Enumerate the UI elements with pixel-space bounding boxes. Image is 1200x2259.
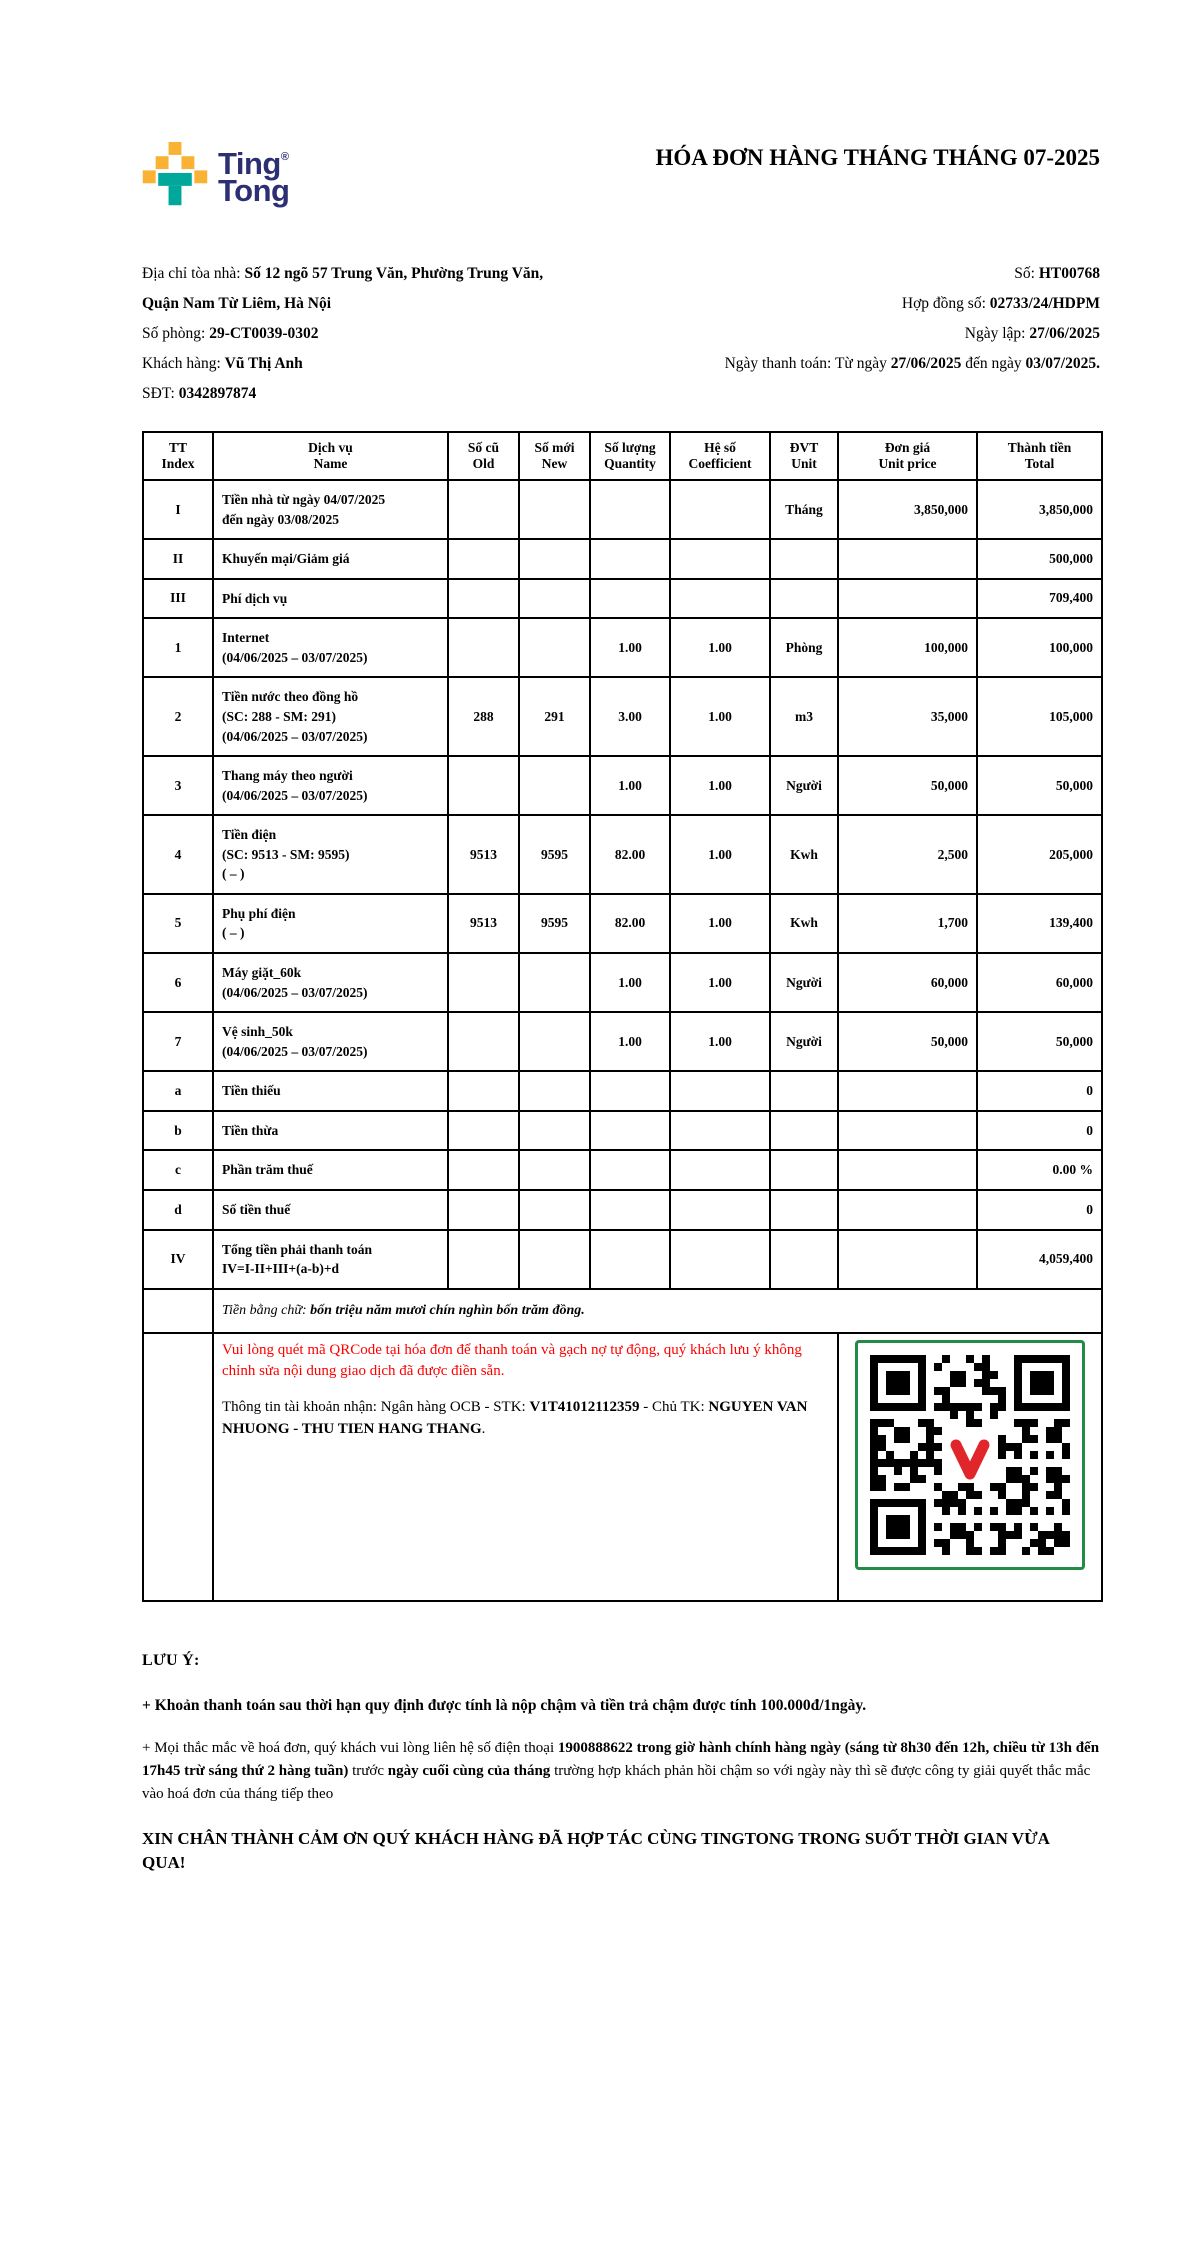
cell-total: 500,000: [977, 539, 1102, 579]
cell-index: 7: [143, 1012, 213, 1071]
cell-unit: Người: [770, 1012, 838, 1071]
cell-new-reading: [519, 1230, 590, 1289]
cell-total: 105,000: [977, 677, 1102, 756]
issue-date: Ngày lập: 27/06/2025: [964, 325, 1100, 342]
header-unit: ĐVT Unit: [770, 432, 838, 480]
payment-date-range: Ngày thanh toán: Từ ngày 27/06/2025 đến ngày 03/07/2025.: [724, 355, 1100, 372]
cell-unit-price: 60,000: [838, 953, 977, 1012]
cell-total: 100,000: [977, 618, 1102, 677]
cell-new-reading: [519, 539, 590, 579]
cell-service-name: Tổng tiền phải thanh toán IV=I-II+III+(a-b)+d: [213, 1230, 448, 1289]
cell-quantity: [590, 1190, 670, 1230]
cell-quantity: 82.00: [590, 894, 670, 953]
tingtong-pixel-tree-icon: [142, 142, 208, 227]
amount-in-words-row: [143, 1289, 1102, 1333]
brand-logo: [142, 142, 289, 227]
qr-scan-warning: Vui lòng quét mã QRCode tại hóa đơn để thanh toán và gạch nợ tự động, quý khách lưu ý không chỉnh sửa nội dung giao dịch đã được điền sẵn.: [222, 1341, 802, 1380]
cell-old-reading: 288: [448, 677, 519, 756]
cell-old-reading: [448, 618, 519, 677]
table-row: [143, 618, 1102, 677]
cell-quantity: 1.00: [590, 756, 670, 815]
cell-new-reading: [519, 618, 590, 677]
header-total: Thành tiền Total: [977, 432, 1102, 480]
header-old: Số cũ Old: [448, 432, 519, 480]
table-row: [143, 756, 1102, 815]
table-row: [143, 1190, 1102, 1230]
cell-total: 50,000: [977, 756, 1102, 815]
cell-unit: Người: [770, 756, 838, 815]
cell-unit-price: 1,700: [838, 894, 977, 953]
cell-unit-price: [838, 1071, 977, 1111]
cell-service-name: Khuyến mại/Giảm giá: [213, 539, 448, 579]
cell-service-name: Vệ sinh_50k (04/06/2025 – 03/07/2025): [213, 1012, 448, 1071]
table-row: [143, 480, 1102, 539]
cell-unit: Tháng: [770, 480, 838, 539]
contact-note: + Mọi thắc mắc về hoá đơn, quý khách vui lòng liên hệ số điện thoại 1900888622 trong giờ hành chính hàng ngày (sáng từ 8h30 đến 12h, chiều từ 13h đến 17h45 trừ sáng thứ 2 hàng tuần) trước ngày cuối cùng của tháng trường hợp khách phản hồi chậm so với ngày này thì sẽ được công ty giải quyết thắc mắc vào hoá đơn của tháng tiếp theo: [142, 1739, 1100, 1803]
cell-unit-price: [838, 1190, 977, 1230]
cell-new-reading: 9595: [519, 815, 590, 894]
cell-unit: [770, 539, 838, 579]
bank-account-info: Thông tin tài khoản nhận: Ngân hàng OCB - STK: V1T41012112359 - Chủ TK: NGUYEN VAN NHUONG - THU TIEN HANG THANG.: [222, 1399, 808, 1437]
cell-total: 3,850,000: [977, 480, 1102, 539]
table-row: [143, 539, 1102, 579]
invoice-meta: [142, 259, 1100, 409]
building-address-line2: Quận Nam Từ Liêm, Hà Nội: [142, 295, 332, 312]
cell-service-name: Thang máy theo người (04/06/2025 – 03/07/2025): [213, 756, 448, 815]
cell-unit-price: 100,000: [838, 618, 977, 677]
cell-unit: Phòng: [770, 618, 838, 677]
cell-coefficient: 1.00: [670, 677, 770, 756]
invoice-table: [142, 431, 1103, 1602]
header-index: TT Index: [143, 432, 213, 480]
cell-total: 0: [977, 1111, 1102, 1151]
cell-index: 5: [143, 894, 213, 953]
cell-unit: Kwh: [770, 894, 838, 953]
cell-new-reading: [519, 1111, 590, 1151]
cell-quantity: 82.00: [590, 815, 670, 894]
cell-index: I: [143, 480, 213, 539]
cell-service-name: Phụ phí điện ( – ): [213, 894, 448, 953]
cell-quantity: [590, 1150, 670, 1190]
cell-coefficient: [670, 1150, 770, 1190]
table-row: [143, 1230, 1102, 1289]
building-address-line1: Địa chỉ tòa nhà: Số 12 ngõ 57 Trung Văn, Phường Trung Văn,: [142, 265, 544, 282]
cell-unit-price: 50,000: [838, 1012, 977, 1071]
cell-new-reading: [519, 953, 590, 1012]
footer-notes: [142, 1652, 1100, 1876]
invoice-number: Số: HT00768: [1014, 265, 1100, 282]
cell-unit-price: [838, 1150, 977, 1190]
cell-old-reading: [448, 1012, 519, 1071]
cell-unit-price: 50,000: [838, 756, 977, 815]
cell-coefficient: 1.00: [670, 953, 770, 1012]
cell-new-reading: [519, 1012, 590, 1071]
table-row: [143, 953, 1102, 1012]
cell-service-name: Máy giặt_60k (04/06/2025 – 03/07/2025): [213, 953, 448, 1012]
cell-unit: Kwh: [770, 815, 838, 894]
header-unit-price: Đơn giá Unit price: [838, 432, 977, 480]
cell-service-name: Phí dịch vụ: [213, 579, 448, 619]
qr-code: [855, 1340, 1085, 1570]
cell-coefficient: [670, 1111, 770, 1151]
cell-coefficient: [670, 579, 770, 619]
cell-old-reading: [448, 756, 519, 815]
cell-old-reading: [448, 1071, 519, 1111]
invoice-title: HÓA ĐƠN HÀNG THÁNG THÁNG 07-2025: [655, 145, 1100, 170]
cell-index: 3: [143, 756, 213, 815]
cell-new-reading: [519, 480, 590, 539]
cell-old-reading: 9513: [448, 815, 519, 894]
cell-quantity: [590, 1111, 670, 1151]
table-row: [143, 1071, 1102, 1111]
table-row: [143, 677, 1102, 756]
cell-unit: [770, 1111, 838, 1151]
cell-coefficient: [670, 480, 770, 539]
cell-unit-price: 2,500: [838, 815, 977, 894]
cell-index: 4: [143, 815, 213, 894]
cell-total: 0: [977, 1190, 1102, 1230]
cell-index: III: [143, 579, 213, 619]
table-row: [143, 1111, 1102, 1151]
cell-total: 0: [977, 1071, 1102, 1111]
brand-wordmark: Ting® Tong: [218, 146, 290, 208]
cell-unit: [770, 579, 838, 619]
cell-coefficient: 1.00: [670, 756, 770, 815]
cell-new-reading: 9595: [519, 894, 590, 953]
cell-service-name: Phần trăm thuế: [213, 1150, 448, 1190]
cell-service-name: Số tiền thuế: [213, 1190, 448, 1230]
cell-index: b: [143, 1111, 213, 1151]
cell-quantity: [590, 1230, 670, 1289]
cell-old-reading: [448, 579, 519, 619]
cell-coefficient: 1.00: [670, 618, 770, 677]
cell-index: IV: [143, 1230, 213, 1289]
cell-service-name: Tiền điện (SC: 9513 - SM: 9595) ( – ): [213, 815, 448, 894]
customer-name: Khách hàng: Vũ Thị Anh: [142, 355, 303, 372]
cell-old-reading: [448, 480, 519, 539]
cell-unit-price: 3,850,000: [838, 480, 977, 539]
cell-coefficient: [670, 1230, 770, 1289]
cell-old-reading: [448, 1190, 519, 1230]
cell-service-name: Tiền thiếu: [213, 1071, 448, 1111]
cell-old-reading: [448, 1230, 519, 1289]
cell-unit: Người: [770, 953, 838, 1012]
cell-total: 205,000: [977, 815, 1102, 894]
cell-coefficient: 1.00: [670, 894, 770, 953]
cell-total: 0.00 %: [977, 1150, 1102, 1190]
cell-unit: m3: [770, 677, 838, 756]
cell-old-reading: [448, 539, 519, 579]
cell-total: 60,000: [977, 953, 1102, 1012]
cell-coefficient: [670, 1190, 770, 1230]
registered-mark: ®: [280, 151, 289, 163]
cell-quantity: [590, 539, 670, 579]
cell-coefficient: 1.00: [670, 1012, 770, 1071]
cell-unit-price: [838, 539, 977, 579]
notes-heading: LƯU Ý:: [142, 1651, 200, 1669]
header-coefficient: Hệ số Coefficient: [670, 432, 770, 480]
cell-quantity: 1.00: [590, 1012, 670, 1071]
cell-index: 2: [143, 677, 213, 756]
table-row: [143, 579, 1102, 619]
cell-unit: [770, 1230, 838, 1289]
cell-total: 50,000: [977, 1012, 1102, 1071]
cell-unit-price: [838, 1230, 977, 1289]
cell-quantity: 1.00: [590, 953, 670, 1012]
cell-total: 4,059,400: [977, 1230, 1102, 1289]
cell-unit: [770, 1150, 838, 1190]
cell-index: II: [143, 539, 213, 579]
cell-quantity: 3.00: [590, 677, 670, 756]
cell-service-name: Tiền nước theo đồng hồ (SC: 288 - SM: 291) (04/06/2025 – 03/07/2025): [213, 677, 448, 756]
cell-new-reading: [519, 579, 590, 619]
cell-old-reading: [448, 953, 519, 1012]
cell-old-reading: [448, 1111, 519, 1151]
amount-in-words: Tiền bằng chữ: bốn triệu năm mươi chín nghìn bốn trăm đồng.: [213, 1289, 1102, 1333]
cell-quantity: [590, 1071, 670, 1111]
cell-index: d: [143, 1190, 213, 1230]
room-number: Số phòng: 29-CT0039-0302: [142, 325, 319, 342]
cell-new-reading: [519, 756, 590, 815]
contract-number: Hợp đồng số: 02733/24/HDPM: [901, 295, 1100, 312]
cell-index: a: [143, 1071, 213, 1111]
cell-new-reading: 291: [519, 677, 590, 756]
cell-unit: [770, 1190, 838, 1230]
cell-new-reading: [519, 1150, 590, 1190]
customer-phone: SĐT: 0342897874: [142, 385, 257, 402]
late-payment-note: + Khoản thanh toán sau thời hạn quy định được tính là nộp chậm và tiền trả chậm được tính 100.000đ/1ngày.: [142, 1696, 867, 1714]
table-row: [143, 894, 1102, 953]
cell-index: c: [143, 1150, 213, 1190]
cell-old-reading: 9513: [448, 894, 519, 953]
cell-unit-price: [838, 1111, 977, 1151]
cell-old-reading: [448, 1150, 519, 1190]
cell-total: 139,400: [977, 894, 1102, 953]
table-header-row: [143, 432, 1102, 480]
cell-coefficient: [670, 1071, 770, 1111]
cell-index: 1: [143, 618, 213, 677]
cell-service-name: Tiền thừa: [213, 1111, 448, 1151]
table-row: [143, 1012, 1102, 1071]
cell-new-reading: [519, 1071, 590, 1111]
header-quantity: Số lượng Quantity: [590, 432, 670, 480]
cell-total: 709,400: [977, 579, 1102, 619]
cell-unit: [770, 1071, 838, 1111]
table-row: [143, 815, 1102, 894]
cell-unit-price: [838, 579, 977, 619]
header: [142, 142, 1100, 227]
header-new: Số mới New: [519, 432, 590, 480]
header-service: Dịch vụ Name: [213, 432, 448, 480]
cell-coefficient: 1.00: [670, 815, 770, 894]
cell-new-reading: [519, 1190, 590, 1230]
cell-quantity: [590, 579, 670, 619]
cell-service-name: Tiền nhà từ ngày 04/07/2025 đến ngày 03/08/2025: [213, 480, 448, 539]
cell-coefficient: [670, 539, 770, 579]
table-row: [143, 1150, 1102, 1190]
cell-quantity: [590, 480, 670, 539]
cell-index: 6: [143, 953, 213, 1012]
qr-code-cell: [838, 1333, 1102, 1601]
cell-quantity: 1.00: [590, 618, 670, 677]
cell-service-name: Internet (04/06/2025 – 03/07/2025): [213, 618, 448, 677]
qr-instructions-cell: [213, 1333, 838, 1601]
qr-row: [143, 1333, 1102, 1601]
cell-unit-price: 35,000: [838, 677, 977, 756]
thank-you-note: XIN CHÂN THÀNH CẢM ƠN QUÝ KHÁCH HÀNG ĐÃ HỢP TÁC CÙNG TINGTONG TRONG SUỐT THỜI GIAN VỪA QUA!: [142, 1828, 1049, 1873]
